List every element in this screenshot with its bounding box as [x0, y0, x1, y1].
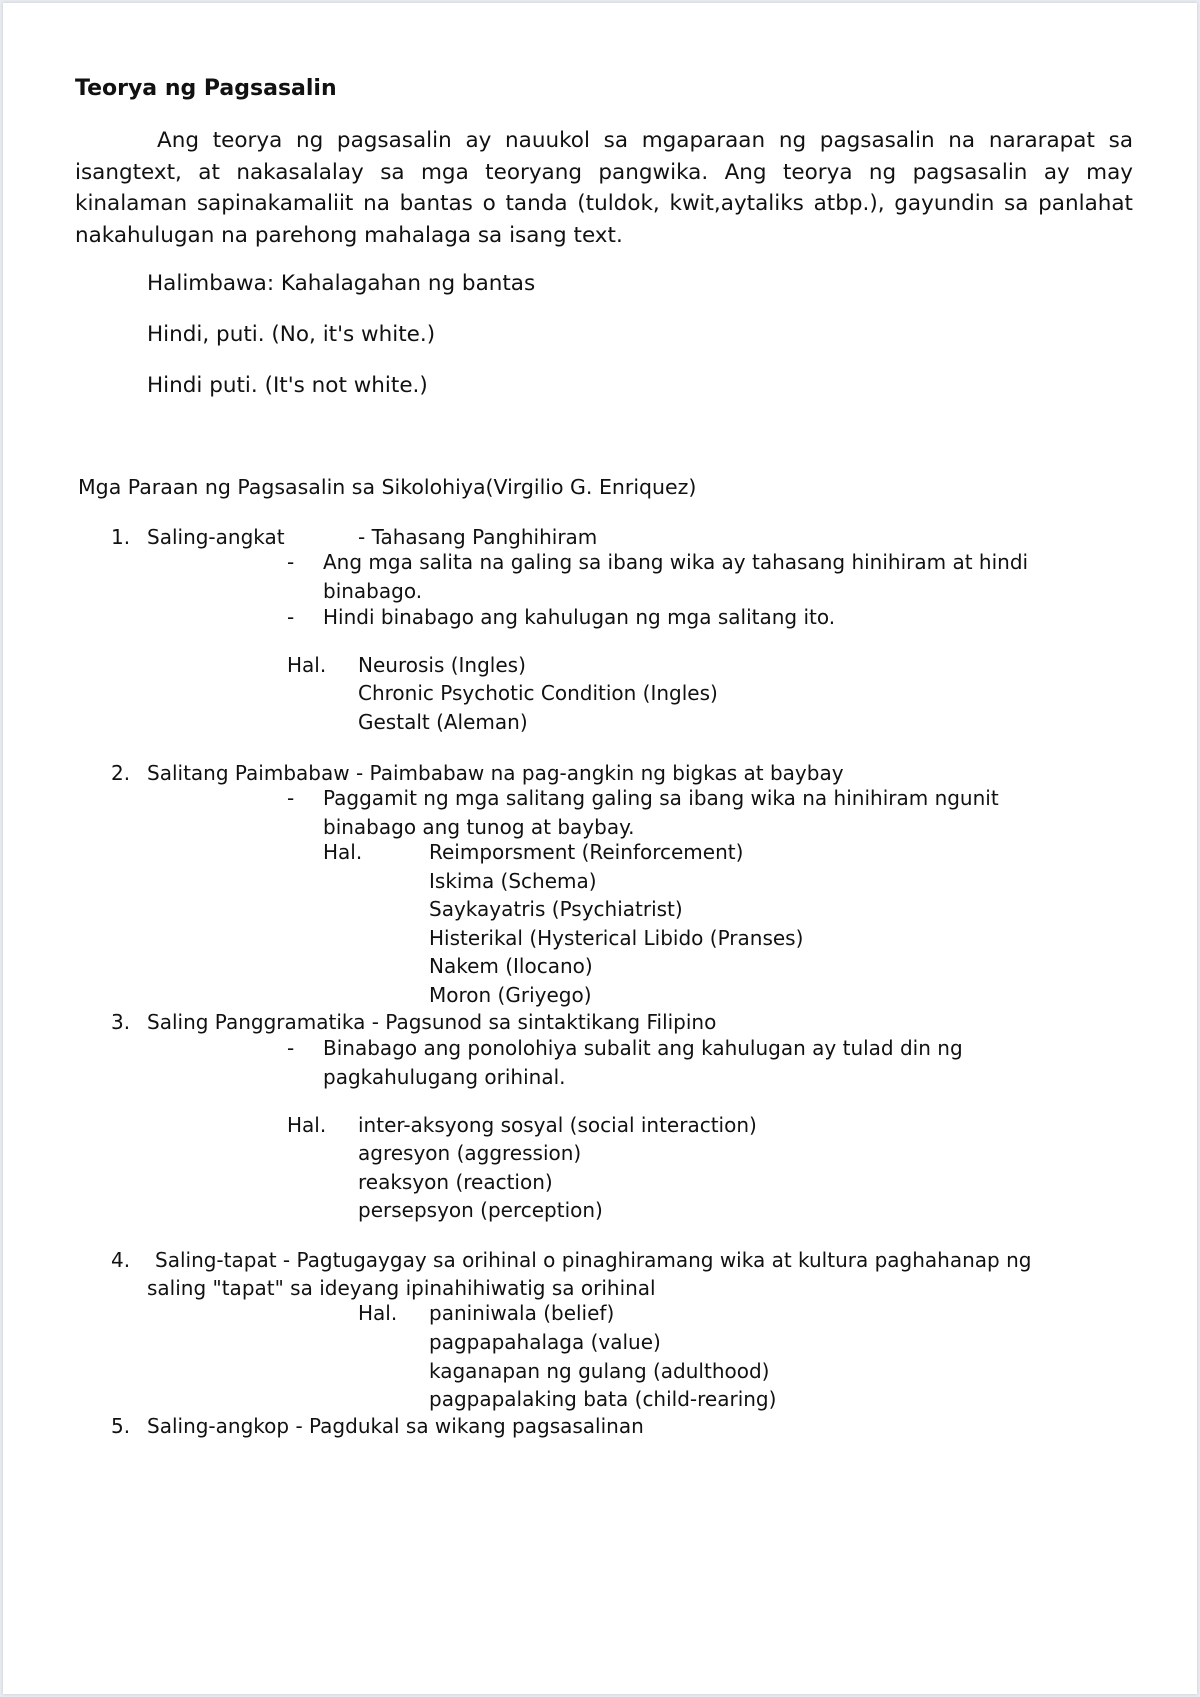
item-5-number: 5. [111, 1414, 131, 1438]
item-4-example-2: pagpapahalaga (value) [429, 1330, 661, 1354]
document-page [3, 3, 1197, 1694]
item-4-hal-label: Hal. [358, 1301, 398, 1325]
example-line-1: Hindi, puti. (No, it's white.) [147, 322, 436, 347]
item-1-subtitle: - Tahasang Panghihiram [358, 525, 598, 549]
item-2-example-1: Reimporsment (Reinforcement) [429, 840, 744, 864]
item-1-example-3: Gestalt (Aleman) [358, 710, 528, 734]
page-title: Teorya ng Pagsasalin [75, 76, 337, 101]
item-4-title-cont: saling "tapat" sa ideyang ipinahihiwatig sa orihinal [147, 1276, 656, 1300]
item-3-hal-label: Hal. [287, 1113, 327, 1137]
item-3-number: 3. [111, 1010, 131, 1034]
item-2-bullet-1-cont: binabago ang tunog at baybay. [323, 815, 635, 839]
item-2-bullet-1: Paggamit ng mga salitang galing sa ibang wika na hinihiram ngunit [323, 786, 999, 810]
item-1-hal-label: Hal. [287, 653, 327, 677]
methods-heading: Mga Paraan ng Pagsasalin sa Sikolohiya(Virgilio G. Enriquez) [78, 475, 697, 499]
item-2-example-4: Histerikal (Hysterical Libido (Pranses) [429, 926, 804, 950]
bullet-dash: - [287, 1036, 295, 1060]
item-3-bullet-1-cont: pagkahulugang orihinal. [323, 1065, 566, 1089]
item-1-title: Saling-angkat [147, 525, 285, 549]
item-3-title: Saling Panggramatika - Pagsunod sa sintaktikang Filipino [147, 1010, 717, 1034]
item-2-hal-label: Hal. [323, 840, 363, 864]
bullet-dash: - [287, 550, 295, 574]
bullet-dash: - [287, 786, 295, 810]
item-3-example-4: persepsyon (perception) [358, 1198, 603, 1222]
item-1-bullet-1: Ang mga salita na galing sa ibang wika ay tahasang hinihiram at hindi [323, 550, 1029, 574]
item-3-example-3: reaksyon (reaction) [358, 1170, 553, 1194]
item-4-example-1: paniniwala (belief) [429, 1301, 615, 1325]
item-4-number: 4. [111, 1248, 131, 1272]
item-1-number: 1. [111, 525, 131, 549]
item-3-bullet-1: Binabago ang ponolohiya subalit ang kahulugan ay tulad din ng [323, 1036, 963, 1060]
item-1-bullet-2: Hindi binabago ang kahulugan ng mga salitang ito. [323, 605, 836, 629]
item-5-title: Saling-angkop - Pagdukal sa wikang pagsasalinan [147, 1414, 644, 1438]
item-1-example-1: Neurosis (Ingles) [358, 653, 526, 677]
intro-paragraph-text: Ang teorya ng pagsasalin ay nauukol sa mgaparaan ng pagsasalin na nararapat sa isangtext, at nakasalalay sa mga teoryang pangwika. Ang teorya ng pagsasalin ay may kinalaman sapinakamaliit na bantas o tanda (tuldok, kwit,aytaliks atbp.), gayundin sa panlahat nakahulugan na parehong mahalaga sa isang text. [75, 128, 1133, 248]
item-4-example-3: kaganapan ng gulang (adulthood) [429, 1359, 770, 1383]
item-2-number: 2. [111, 761, 131, 785]
example-line-2: Hindi puti. (It's not white.) [147, 373, 428, 398]
item-3-example-2: agresyon (aggression) [358, 1141, 582, 1165]
item-1-bullet-1-cont: binabago. [323, 579, 423, 603]
item-2-example-6: Moron (Griyego) [429, 983, 592, 1007]
item-2-title: Salitang Paimbabaw - Paimbabaw na pag-angkin ng bigkas at baybay [147, 761, 844, 785]
bullet-dash: - [287, 605, 295, 629]
item-1-example-2: Chronic Psychotic Condition (Ingles) [358, 681, 718, 705]
intro-paragraph [75, 125, 1133, 251]
example-label: Halimbawa: Kahalagahan ng bantas [147, 271, 536, 296]
item-2-example-5: Nakem (Ilocano) [429, 954, 593, 978]
item-3-example-1: inter-aksyong sosyal (social interaction) [358, 1113, 757, 1137]
item-4-example-4: pagpapalaking bata (child-rearing) [429, 1387, 777, 1411]
item-2-example-2: Iskima (Schema) [429, 869, 597, 893]
item-2-example-3: Saykayatris (Psychiatrist) [429, 897, 683, 921]
item-4-title: Saling-tapat - Pagtugaygay sa orihinal o pinaghiramang wika at kultura paghahanap ng [155, 1248, 1032, 1272]
